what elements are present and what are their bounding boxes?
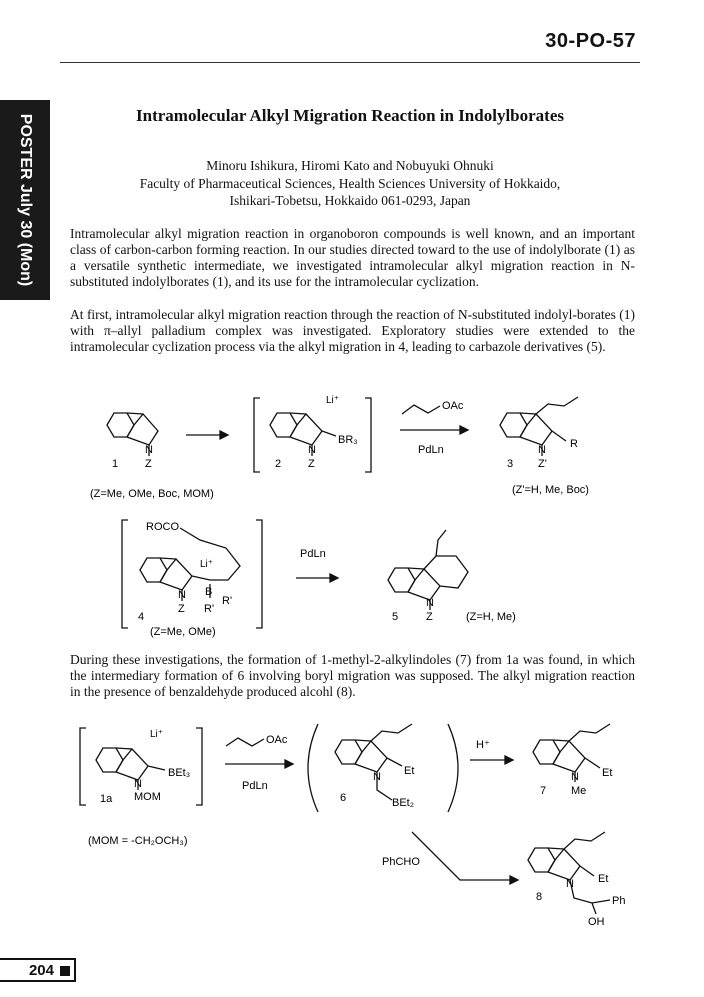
paragraph-2: At first, intramolecular alkyl migration reaction through the reaction of N-substituted indolyl-borates (1) with π–allyl palladium complex was investigated. Exploratory studies were extended to the intramolecular cyclization process via the alkyl migration in 4, leading to carbazole derivatives (5). bbox=[70, 307, 635, 354]
indole-structure-1a bbox=[96, 748, 165, 790]
atom-n-7: N bbox=[571, 771, 579, 783]
substituent-mom-1a: MOM bbox=[134, 791, 161, 803]
catalyst-pdln-3: PdLn bbox=[242, 780, 268, 792]
reagent-phcho: PhCHO bbox=[382, 856, 420, 868]
substituent-r-3: R bbox=[570, 438, 578, 450]
roco-label-4: ROCO bbox=[146, 521, 179, 533]
compound-label-2: 2 bbox=[275, 458, 282, 470]
note-zprime-values: (Z'=H, Me, Boc) bbox=[512, 484, 589, 496]
atom-n-4: N bbox=[178, 589, 186, 601]
compound-label-8: 8 bbox=[536, 891, 543, 903]
paren-left-6 bbox=[308, 724, 318, 812]
boron-label-4: B bbox=[205, 586, 213, 598]
lithium-label-4: Li⁺ bbox=[200, 559, 214, 570]
substituent-et-6: Et bbox=[404, 765, 415, 777]
compound-label-3: 3 bbox=[507, 458, 514, 470]
indole-structure-6 bbox=[335, 724, 415, 800]
atom-n-2: N bbox=[308, 444, 316, 456]
bracket-right-4 bbox=[256, 520, 262, 628]
catalyst-pdln-2: PdLn bbox=[300, 548, 326, 560]
authors: Minoru Ishikura, Hiromi Kato and Nobuyuki Ohnuki bbox=[206, 158, 494, 173]
hydroxyl-oh-8: OH bbox=[588, 916, 605, 928]
indole-structure-2 bbox=[270, 413, 336, 456]
compound-label-7: 7 bbox=[540, 785, 547, 797]
borate-br3-2: BR₃ bbox=[338, 434, 358, 446]
bracket-right-1a bbox=[196, 728, 202, 805]
note-mom-definition: (MOM = -CH₂OCH₃) bbox=[88, 835, 188, 847]
atom-n-3: N bbox=[538, 444, 546, 456]
indole-structure-4 bbox=[140, 528, 240, 601]
lithium-label-1a: Li⁺ bbox=[150, 729, 164, 740]
bracket-left-1a bbox=[80, 728, 86, 805]
atom-n-1: N bbox=[145, 444, 153, 456]
affiliation-line-2: Ishikari-Tobetsu, Hokkaido 061-0293, Japan bbox=[229, 193, 471, 208]
bracket-left-4 bbox=[122, 520, 128, 628]
note-z-values-4: (Z=Me, OMe) bbox=[150, 626, 216, 638]
atom-n-8: N bbox=[566, 878, 574, 890]
compound-label-1a: 1a bbox=[100, 793, 113, 805]
boryl-bet2-6: BEt₂ bbox=[392, 797, 414, 809]
substituent-ph-8: Ph bbox=[612, 895, 626, 907]
note-z-values: (Z=Me, OMe, Boc, MOM) bbox=[90, 488, 214, 500]
atom-n-1a: N bbox=[134, 778, 142, 790]
substituent-z-4: Z bbox=[178, 603, 185, 615]
paragraph-1: Intramolecular alkyl migration reaction in organoboron compounds is well known, and an important class of carbon-carbon forming reaction. In our studies directed toward to the use of indolylborate (1) as a versatile synthetic intermediate, we investigated intramolecular alkyl migration reaction in N-substituted indolylborates (1), and its use for the intramolecular cyclization. bbox=[70, 226, 635, 289]
substituent-rprime-b: R' bbox=[204, 603, 215, 615]
substituent-et-8: Et bbox=[598, 873, 609, 885]
lithium-label-2: Li⁺ bbox=[326, 395, 340, 406]
reagent-oac-2: OAc bbox=[266, 734, 288, 746]
compound-label-5: 5 bbox=[392, 611, 399, 623]
bracket-left-2 bbox=[254, 398, 260, 472]
substituent-z-2: Z bbox=[308, 458, 315, 470]
reaction-arrow-6 bbox=[412, 832, 510, 880]
paren-right-6 bbox=[448, 724, 458, 812]
substituent-rprime-a: R' bbox=[222, 595, 233, 607]
page-number: 204 bbox=[28, 962, 54, 979]
compound-label-1: 1 bbox=[112, 458, 119, 470]
bracket-right-2 bbox=[365, 398, 371, 472]
substituent-me-7: Me bbox=[571, 785, 587, 797]
paper-title: Intramolecular Alkyl Migration Reaction in Indolylborates bbox=[136, 106, 564, 125]
note-z-values-5: (Z=H, Me) bbox=[466, 611, 516, 623]
borate-bet3-1a: BEt₃ bbox=[168, 767, 191, 779]
substituent-zprime-3: Z' bbox=[538, 458, 547, 470]
poster-code: 30-PO-57 bbox=[545, 30, 636, 52]
compound-label-4: 4 bbox=[138, 611, 145, 623]
allyl-acetate bbox=[402, 405, 440, 414]
page-marker-square-icon bbox=[60, 966, 70, 976]
side-tab-label: POSTER July 30 (Mon) bbox=[17, 113, 34, 287]
substituent-z-1: Z bbox=[145, 458, 152, 470]
reagent-hplus: H⁺ bbox=[476, 739, 490, 751]
substituent-et-7: Et bbox=[602, 767, 613, 779]
affiliation-line-1: Faculty of Pharmaceutical Sciences, Health Sciences University of Hokkaido, bbox=[139, 176, 561, 191]
reagent-oac-1: OAc bbox=[442, 400, 464, 412]
page-number-box bbox=[0, 958, 76, 982]
atom-n-5: N bbox=[426, 597, 434, 609]
allyl-acetate-2 bbox=[226, 738, 264, 746]
substituent-z-5: Z bbox=[426, 611, 433, 623]
paragraph-3: During these investigations, the formation of 1-methyl-2-alkylindoles (7) from 1a was found, in which the intermediary formation of 6 involving boryl migration was supposed. The alkyl migration reaction in the presence of benzaldehyde produced alcohl (8). bbox=[70, 652, 635, 699]
compound-label-6: 6 bbox=[340, 792, 347, 804]
catalyst-pdln-1: PdLn bbox=[418, 444, 444, 456]
atom-n-6: N bbox=[373, 771, 381, 783]
